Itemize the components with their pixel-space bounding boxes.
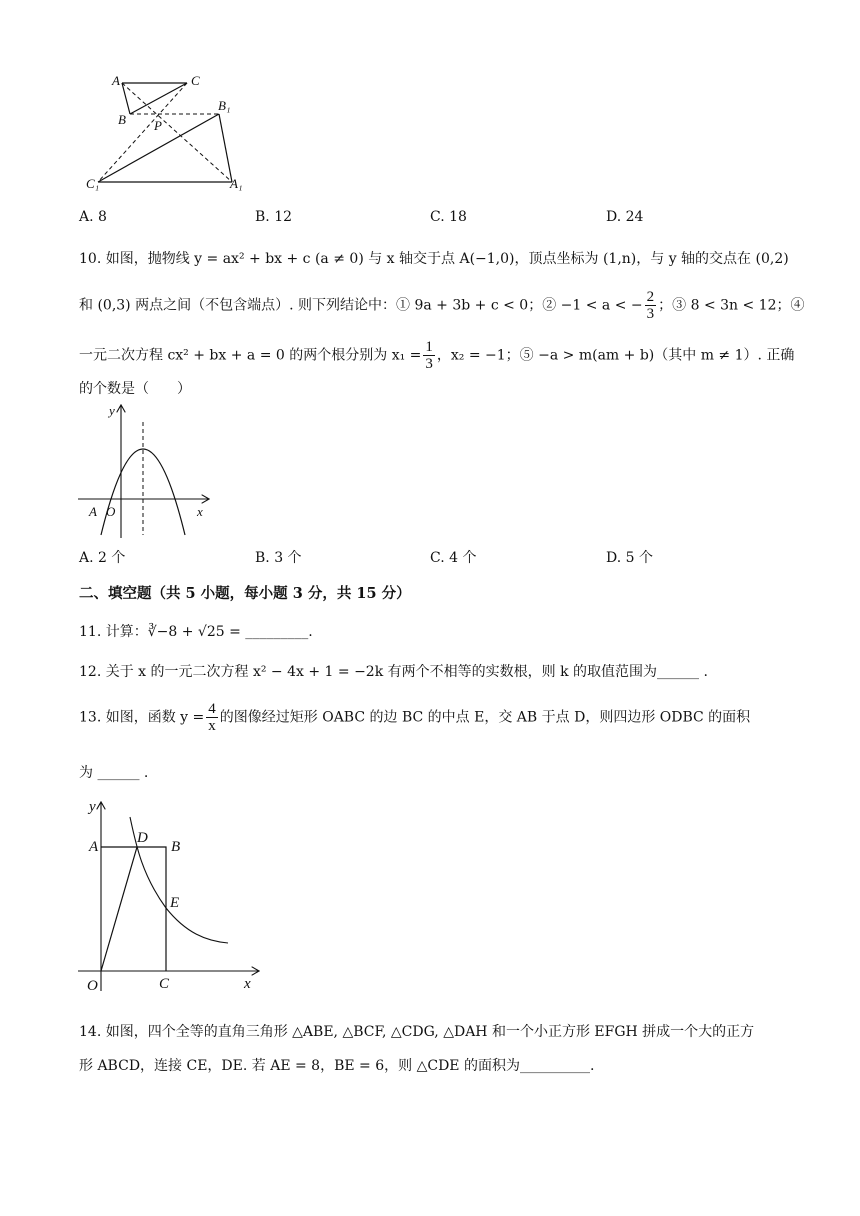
q9-figure — [84, 70, 254, 195]
q10-line-3-b: ，x₂ = −1；⑤ −a > m(am + b)（其中 m ≠ 1）. 正确 — [436, 347, 795, 364]
q13-label-d: D — [137, 830, 148, 846]
q9-label-a1: A₁ — [230, 176, 243, 191]
q14-line-2: 形 ABCD，连接 CE，DE. 若 AE = 8，BE = 6，则 △CDE 的面积为__________. — [79, 1058, 595, 1074]
q10-label-y: y — [109, 403, 115, 418]
q13-label-e: E — [170, 895, 180, 911]
q10-option-d[interactable]: D. 5 个 — [606, 550, 653, 566]
q11-text: 11. 计算：∛−8 + √25 = _________. — [79, 624, 313, 640]
q13-rectangle-oabc — [101, 847, 166, 971]
q10-fraction — [645, 289, 657, 322]
q13-line-1 — [79, 701, 750, 734]
q10-frac2-num: 1 — [425, 339, 433, 355]
q9-option-d[interactable]: D. 24 — [606, 209, 644, 225]
q9-label-c: C — [191, 73, 200, 88]
q9-option-c[interactable]: C. 18 — [430, 209, 467, 225]
q10-line-1: 10. 如图，抛物线 y = ax² + bx + c (a ≠ 0) 与 x 轴交于点 A(−1,0)，顶点坐标为 (1,n)，与 y 轴的交点在 (0,2) — [79, 251, 789, 267]
q10-label-a: A — [89, 504, 97, 519]
q13-rectangle-figure — [76, 795, 266, 995]
q13-label-y: y — [89, 799, 96, 815]
q13-label-x: x — [244, 976, 251, 992]
q10-line-3-a: 一元二次方程 cx² + bx + a = 0 的两个根分别为 x₁ = — [79, 347, 422, 364]
q13-label-a: A — [89, 839, 99, 855]
q10-parabola-figure — [76, 400, 216, 540]
q9-dash-a-a1 — [122, 83, 232, 182]
q10-line-2-a: 和 (0,3) 两点之间（不包含端点）. 则下列结论中：① 9a + 3b + c < 0；② −1 < a < − — [79, 297, 643, 314]
q10-option-a[interactable]: A. 2 个 — [79, 550, 126, 566]
q10-frac-num: 2 — [646, 289, 655, 305]
q13-segment-od — [101, 847, 137, 971]
q14-line-1: 14. 如图，四个全等的直角三角形 △ABE, △BCF, △CDG, △DAH 和一个小正方形 EFGH 拼成一个大的正方 — [79, 1024, 755, 1040]
q12-text: 12. 关于 x 的一元二次方程 x² − 4x + 1 = −2k 有两个不相等的实数根，则 k 的取值范围为______ . — [79, 664, 708, 680]
q10-option-b[interactable]: B. 3 个 — [255, 550, 302, 566]
q9-option-b[interactable]: B. 12 — [255, 209, 293, 225]
q9-seg-ab — [122, 83, 130, 114]
q9-label-c1: C₁ — [86, 176, 100, 191]
q9-seg-b1a1 — [219, 114, 232, 182]
q10-line-2 — [79, 289, 805, 322]
q13-line-2: 为 ______ . — [79, 765, 149, 781]
q13-frac-den: x — [208, 718, 216, 734]
q13-label-c: C — [159, 976, 170, 992]
q10-frac2-den: 3 — [425, 356, 433, 372]
q13-fraction — [206, 701, 218, 734]
q10-option-c[interactable]: C. 4 个 — [430, 550, 477, 566]
q9-label-p: P — [154, 118, 162, 133]
q10-line-2-b: ；③ 8 < 3n < 12；④ — [658, 297, 805, 314]
q10-fraction-2 — [423, 339, 435, 372]
q13-line-1-a: 13. 如图，函数 y = — [79, 709, 205, 726]
q13-label-o: O — [87, 978, 98, 994]
q10-line-3 — [79, 339, 794, 372]
q13-line-1-b: 的图像经过矩形 OABC 的边 BC 的中点 E，交 AB 于点 D，则四边形 ODBC 的面积 — [219, 709, 751, 726]
q9-label-b: B — [118, 112, 126, 127]
q13-label-b: B — [171, 839, 181, 855]
q10-line-4: 的个数是（ ） — [79, 381, 191, 397]
q13-frac-num: 4 — [208, 701, 216, 717]
q9-label-b1: B₁ — [218, 98, 231, 113]
q9-option-a[interactable]: A. 8 — [79, 209, 107, 225]
q9-label-a: A — [112, 73, 120, 88]
q10-label-o: O — [106, 504, 116, 519]
q9-dash-c-c1 — [98, 83, 187, 182]
q10-frac-den: 3 — [646, 306, 655, 322]
q10-label-x: x — [197, 504, 203, 519]
section-2-title: 二、填空题（共 5 小题，每小题 3 分，共 15 分） — [79, 585, 411, 602]
